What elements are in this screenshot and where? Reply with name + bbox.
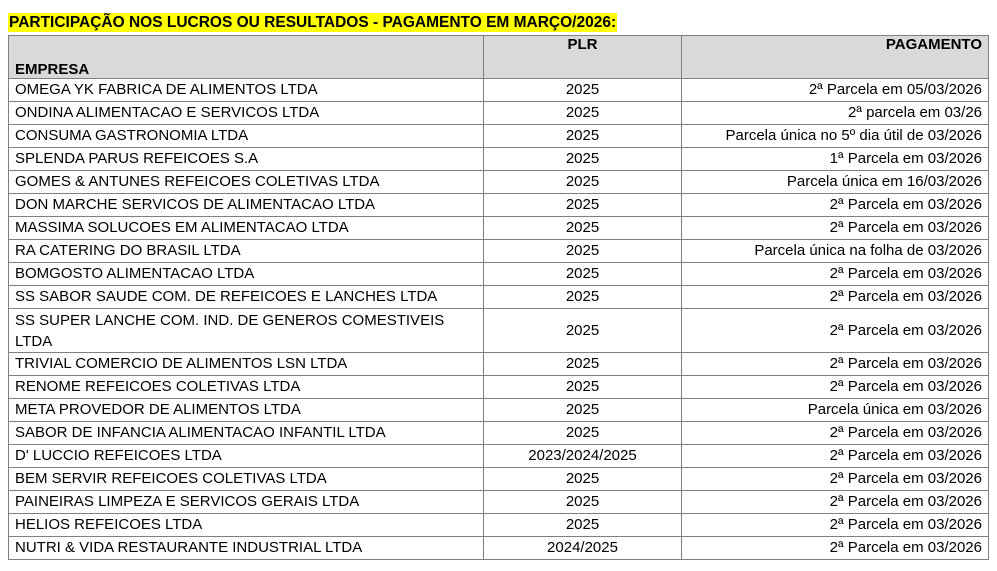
cell-plr[interactable]: 2025 [484,422,682,445]
cell-empresa[interactable]: D' LUCCIO REFEICOES LTDA [9,445,484,468]
cell-plr[interactable]: 2025 [484,79,682,102]
cell-pagamento[interactable]: 2ª Parcela em 03/2026 [682,514,989,537]
cell-plr[interactable]: 2023/2024/2025 [484,445,682,468]
cell-pagamento[interactable]: 2ª Parcela em 03/2026 [682,309,989,353]
cell-empresa[interactable]: BOMGOSTO ALIMENTACAO LTDA [9,263,484,286]
cell-empresa[interactable]: SS SABOR SAUDE COM. DE REFEICOES E LANCHES LTDA [9,286,484,309]
cell-pagamento[interactable]: 2ª Parcela em 03/2026 [682,286,989,309]
cell-empresa[interactable]: RENOME REFEICOES COLETIVAS LTDA [9,376,484,399]
cell-plr[interactable]: 2025 [484,102,682,125]
cell-plr[interactable]: 2025 [484,194,682,217]
cell-pagamento[interactable]: Parcela única em 16/03/2026 [682,171,989,194]
cell-empresa[interactable]: DON MARCHE SERVICOS DE ALIMENTACAO LTDA [9,194,484,217]
cell-empresa[interactable]: ONDINA ALIMENTACAO E SERVICOS LTDA [9,102,484,125]
cell-pagamento[interactable]: 2ª Parcela em 03/2026 [682,422,989,445]
cell-pagamento[interactable]: 2ª Parcela em 03/2026 [682,353,989,376]
cell-pagamento[interactable]: 2ª Parcela em 03/2026 [682,263,989,286]
table-row [9,309,989,353]
cell-empresa[interactable]: RA CATERING DO BRASIL LTDA [9,240,484,263]
cell-pagamento[interactable]: Parcela única em 03/2026 [682,399,989,422]
cell-plr[interactable]: 2025 [484,125,682,148]
table-row [9,491,989,514]
table-row [9,102,989,125]
cell-plr[interactable]: 2025 [484,514,682,537]
cell-plr[interactable]: 2025 [484,309,682,353]
cell-plr[interactable]: 2025 [484,491,682,514]
table-row [9,148,989,171]
cell-pagamento[interactable]: 2ª Parcela em 05/03/2026 [682,79,989,102]
table-body [9,79,989,560]
cell-empresa[interactable]: SPLENDA PARUS REFEICOES S.A [9,148,484,171]
cell-pagamento[interactable]: 2ª Parcela em 03/2026 [682,217,989,240]
cell-empresa[interactable]: CONSUMA GASTRONOMIA LTDA [9,125,484,148]
table-row [9,537,989,560]
cell-pagamento[interactable]: 2ª Parcela em 03/2026 [682,537,989,560]
table-row [9,468,989,491]
cell-plr[interactable]: 2025 [484,286,682,309]
table-row [9,171,989,194]
column-header-plr[interactable]: PLR [484,36,682,79]
table-row [9,286,989,309]
table-row [9,445,989,468]
cell-pagamento[interactable]: 1ª Parcela em 03/2026 [682,148,989,171]
cell-plr[interactable]: 2025 [484,263,682,286]
cell-empresa[interactable]: SABOR DE INFANCIA ALIMENTACAO INFANTIL LTDA [9,422,484,445]
cell-empresa[interactable]: PAINEIRAS LIMPEZA E SERVICOS GERAIS LTDA [9,491,484,514]
table-row [9,125,989,148]
cell-pagamento[interactable]: 2ª Parcela em 03/2026 [682,376,989,399]
cell-empresa[interactable]: META PROVEDOR DE ALIMENTOS LTDA [9,399,484,422]
cell-empresa[interactable]: OMEGA YK FABRICA DE ALIMENTOS LTDA [9,79,484,102]
cell-empresa[interactable]: HELIOS REFEICOES LTDA [9,514,484,537]
table-row [9,353,989,376]
cell-pagamento[interactable]: 2ª Parcela em 03/2026 [682,491,989,514]
cell-pagamento[interactable]: 2ª Parcela em 03/2026 [682,194,989,217]
cell-plr[interactable]: 2025 [484,353,682,376]
cell-plr[interactable]: 2025 [484,376,682,399]
cell-pagamento[interactable]: Parcela única no 5º dia útil de 03/2026 [682,125,989,148]
cell-pagamento[interactable]: 2ª Parcela em 03/2026 [682,445,989,468]
cell-empresa[interactable]: BEM SERVIR REFEICOES COLETIVAS LTDA [9,468,484,491]
cell-empresa[interactable]: NUTRI & VIDA RESTAURANTE INDUSTRIAL LTDA [9,537,484,560]
table-row [9,422,989,445]
cell-plr[interactable]: 2025 [484,399,682,422]
header-row [9,36,989,79]
cell-plr[interactable]: 2025 [484,468,682,491]
plr-table [8,35,989,560]
cell-empresa[interactable]: GOMES & ANTUNES REFEICOES COLETIVAS LTDA [9,171,484,194]
cell-pagamento[interactable]: 2ª Parcela em 03/2026 [682,468,989,491]
cell-plr[interactable]: 2025 [484,171,682,194]
table-row [9,399,989,422]
cell-empresa[interactable]: TRIVIAL COMERCIO DE ALIMENTOS LSN LTDA [9,353,484,376]
cell-empresa[interactable]: MASSIMA SOLUCOES EM ALIMENTACAO LTDA [9,217,484,240]
table-row [9,240,989,263]
column-header-empresa[interactable]: EMPRESA [9,36,484,79]
table-row [9,79,989,102]
table-row [9,217,989,240]
cell-empresa[interactable]: SS SUPER LANCHE COM. IND. DE GENEROS COMESTIVEIS LTDA [9,309,484,353]
table-row [9,263,989,286]
cell-plr[interactable]: 2024/2025 [484,537,682,560]
table-row [9,376,989,399]
table-row [9,514,989,537]
cell-pagamento[interactable]: Parcela única na folha de 03/2026 [682,240,989,263]
cell-plr[interactable]: 2025 [484,148,682,171]
cell-plr[interactable]: 2025 [484,240,682,263]
cell-pagamento[interactable]: 2ª parcela em 03/26 [682,102,989,125]
cell-plr[interactable]: 2025 [484,217,682,240]
sheet-title: PARTICIPAÇÃO NOS LUCROS OU RESULTADOS - PAGAMENTO EM MARÇO/2026: [9,14,617,31]
column-header-pagamento[interactable]: PAGAMENTO [682,36,989,79]
table-row [9,194,989,217]
